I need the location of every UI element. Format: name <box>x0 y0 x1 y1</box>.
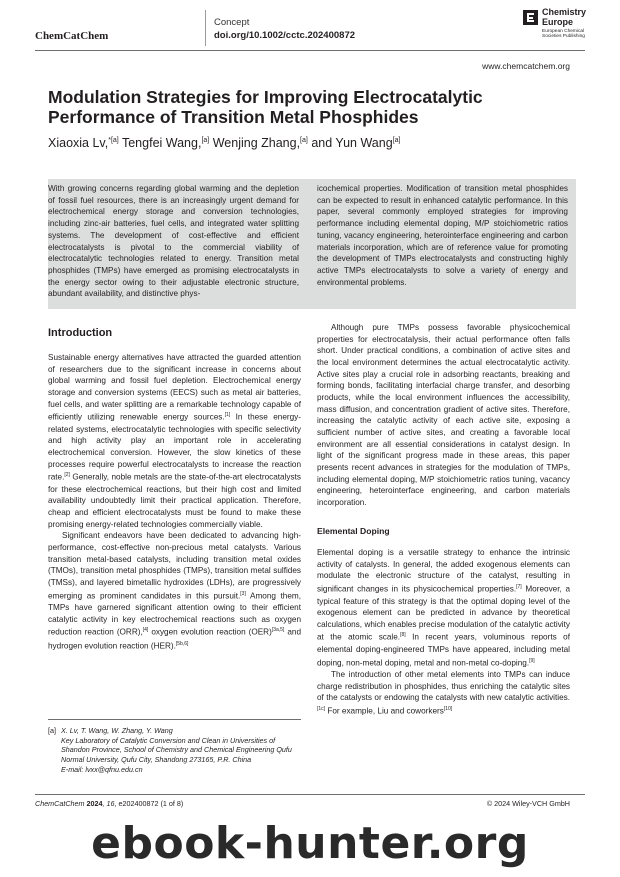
author-name[interactable]: Tengfei Wang, <box>121 136 202 150</box>
intro-paragraph-1: Sustainable energy alternatives have attracted the guarded attention of researchers due to the significant increase in concerns about global warming and fossil fuel depletion. Electrochemical energy storage and conversion systems (EECS) such as metal air batteries, fuel cells, and water splitting are a remarkable technology capable of efficiently utilizing renewable energy sources.[1] In these energy-related systems, electrocatalytic technologies with specific selectivity and high activity play an important role in accelerating electrochemical conversion. However, the slow kinetics of these processes require powerful electrocatalysts to increase the reaction rate.[2] Generally, noble metals are the state-of-the-art electrocatalysts for these electrochemical reactions, but their high cost and limited availability undoubtedly limit their practical application. Therefore, cheap and efficient electrocatalysts must be found to make these promising energy-related technologies commercially viable. <box>48 353 301 529</box>
citation[interactable]: [2] <box>64 472 70 479</box>
section-heading-introduction: Introduction <box>48 327 113 339</box>
abstract-left-column: With growing concerns regarding global warming and the depletion of fossil fuel resources, there is an increasingly urgent demand for electrochemical energy storage and conversion technologies, including zinc-air batteries, fuel cells, and integrated water splitting systems. The development of cost-effective and efficient electrocatalysts is pivotal to the commercial viability of electrocatalytic technologies related to energy. Transition metal phosphides (TMPs) have emerged as promising electrocatalysts in the energy sector owing to their adjustable electronic structure, abundant availability, and distinctive phys- <box>48 184 299 299</box>
publisher-logo <box>523 8 603 46</box>
citation[interactable]: [7] <box>516 584 522 591</box>
affiliation-line: Key Laboratory of Catalytic Conversion and Clean in Universities of <box>61 735 276 745</box>
author-affiliation-mark: [a] <box>300 136 308 144</box>
header-rule <box>35 50 585 51</box>
citation[interactable]: [10] <box>443 705 453 712</box>
body-left-column <box>48 322 301 652</box>
website-link[interactable]: www.chemcatchem.org <box>482 61 570 71</box>
affiliation-line: Shandon Province, School of Chemistry and Chemical Engineering Qufu <box>61 745 292 755</box>
citation[interactable]: [8] <box>400 632 406 639</box>
citation[interactable]: [1c] <box>317 705 326 712</box>
body-right-column <box>317 322 570 717</box>
header-divider <box>205 10 206 46</box>
citation[interactable]: [9] <box>529 657 535 664</box>
affiliation-rule <box>48 719 301 720</box>
affiliation-line: Normal University, Qufu City, Shandong 273165, P.R. China <box>61 755 252 765</box>
citation[interactable]: [5b,6] <box>175 640 189 647</box>
author-list <box>48 136 400 150</box>
doping-paragraph-2: The introduction of other metal elements into TMPs can induce charge redistribution in phosphides, thus enriching the catalytic sites of the catalysts or endowing the catalysts with new catalytic activities.[1c] For example, Liu and coworkers[10] <box>317 669 570 716</box>
article-title: Modulation Strategies for Improving Electrocatalytic Performance of Transition Metal Phosphides <box>48 87 483 127</box>
intro-paragraph-2: Significant endeavors have been dedicated to advancing high-performance, cost-effective non-precious metal catalysts. Various transition metal-based catalysts, including transition metal oxides (TMOs), transition metal phosphides (TMPs), transition metal sulfides (TMSs), and layered bimetallic hydroxides (LDHs), are progressively emerging as prominent candidates in this pursuit.[3] Among them, TMPs have garnered significant attention owing to their efficient catalytic activity in key electrochemical reactions such as oxygen reduction reaction (ORR),[4] oxygen evolution reaction (OER)[3a,5] and hydrogen evolution reaction (HER).[5b,6] <box>48 531 302 651</box>
doping-paragraph-1: Elemental doping is a versatile strategy to enhance the intrinsic activity of catalysts. In general, the added exogenous elements can modulate the electronic structure of the catalyst, resulting in significant changes in its physicochemical properties.[7] Moreover, a typical feature of this strategy is that the optimal doping level of the exogenous element can be predicted in advance by theoretical calculations, which enables precise modulation of the catalytic activity at the atomic scale.[8] In recent years, voluminous reports of elemental doping-engineered TMPs have appeared, including metal doping, non-metal doping, metal and non-metal co-doping.[9] <box>317 548 570 668</box>
intro-paragraph-3: Although pure TMPs possess favorable physicochemical properties for electrocatalysis, their actual performance often falls short. Under practical conditions, a combination of active sites and the local environment determines the actual electrocatalytic activity. Active sites play a crucial role in adsorbing reactants, breaking and forming bonds, facilitating interfacial charge transfer, and desorbing products, while the local environment influences the accessibility, mass diffusion, and concentration gradient of active sites. Therefore, increasing the catalytic activity of each active site, exposing a sufficient number of active sites, and creating a favorable local environment are all essential considerations in catalyst design. In light of the significant progress made in these areas, this paper presents recent advances in strategies for the modulation of TMPs, including elemental doping, M/P stoichiometric ratios tuning, vacancy engineering, heterointerface engineering, and carbon materials incorporation. <box>317 323 570 507</box>
footer-citation: ChemCatChem 2024, 16, e202400872 (1 of 8) <box>35 799 184 808</box>
citation[interactable]: [1] <box>224 412 231 419</box>
author-name[interactable]: Xiaoxia Lv, <box>48 136 109 150</box>
logo-subtitle: European Chemical Societies Publishing <box>542 29 585 40</box>
author-affiliation-mark: [a] <box>392 136 401 144</box>
author-name[interactable]: Wenjing Zhang, <box>212 136 301 150</box>
citation[interactable]: [3a,5] <box>271 627 285 634</box>
journal-name: ChemCatChem <box>35 30 109 42</box>
citation[interactable]: [4] <box>142 627 149 634</box>
logo-title: Chemistry Europe <box>542 7 587 27</box>
author-affiliation-mark: [a] <box>201 136 210 144</box>
affiliation-email[interactable]: E-mail: lvxx@qfnu.edu.cn <box>61 764 143 774</box>
affiliation-marker: [a] <box>48 726 56 735</box>
doi-link[interactable]: doi.org/10.1002/cctc.202400872 <box>214 30 356 41</box>
section-heading-elemental-doping: Elemental Doping <box>317 525 390 536</box>
author-affiliation-mark: *[a] <box>108 136 119 144</box>
chemistry-europe-logo-icon <box>523 10 538 25</box>
citation[interactable]: [3] <box>240 590 246 597</box>
author-name[interactable]: and Yun Wang <box>311 136 393 150</box>
affiliation-block <box>48 726 301 775</box>
footer-rule <box>35 794 585 795</box>
footer-copyright: © 2024 Wiley-VCH GmbH <box>486 799 570 808</box>
abstract-right-column: icochemical properties. Modification of transition metal phosphides can be expected to result in enhanced catalytic performance. In this paper, several commonly employed strategies for improving performance including elemental doping, M/P stoichiometric ratios tuning, vacancy engineering, heterointerface engineering and carbon materials incorporation, which are of reference value for promoting the development of TMPs electrocatalysts and constructing highly active TMPs electrocatalysts to solve a variety of energy and environmental problems. <box>317 184 568 287</box>
abstract-box <box>48 179 576 309</box>
affiliation-authors: X. Lv, T. Wang, W. Zhang, Y. Wang <box>61 726 173 735</box>
article-type: Concept <box>214 17 250 28</box>
watermark: ebook-hunter.org <box>91 818 529 869</box>
